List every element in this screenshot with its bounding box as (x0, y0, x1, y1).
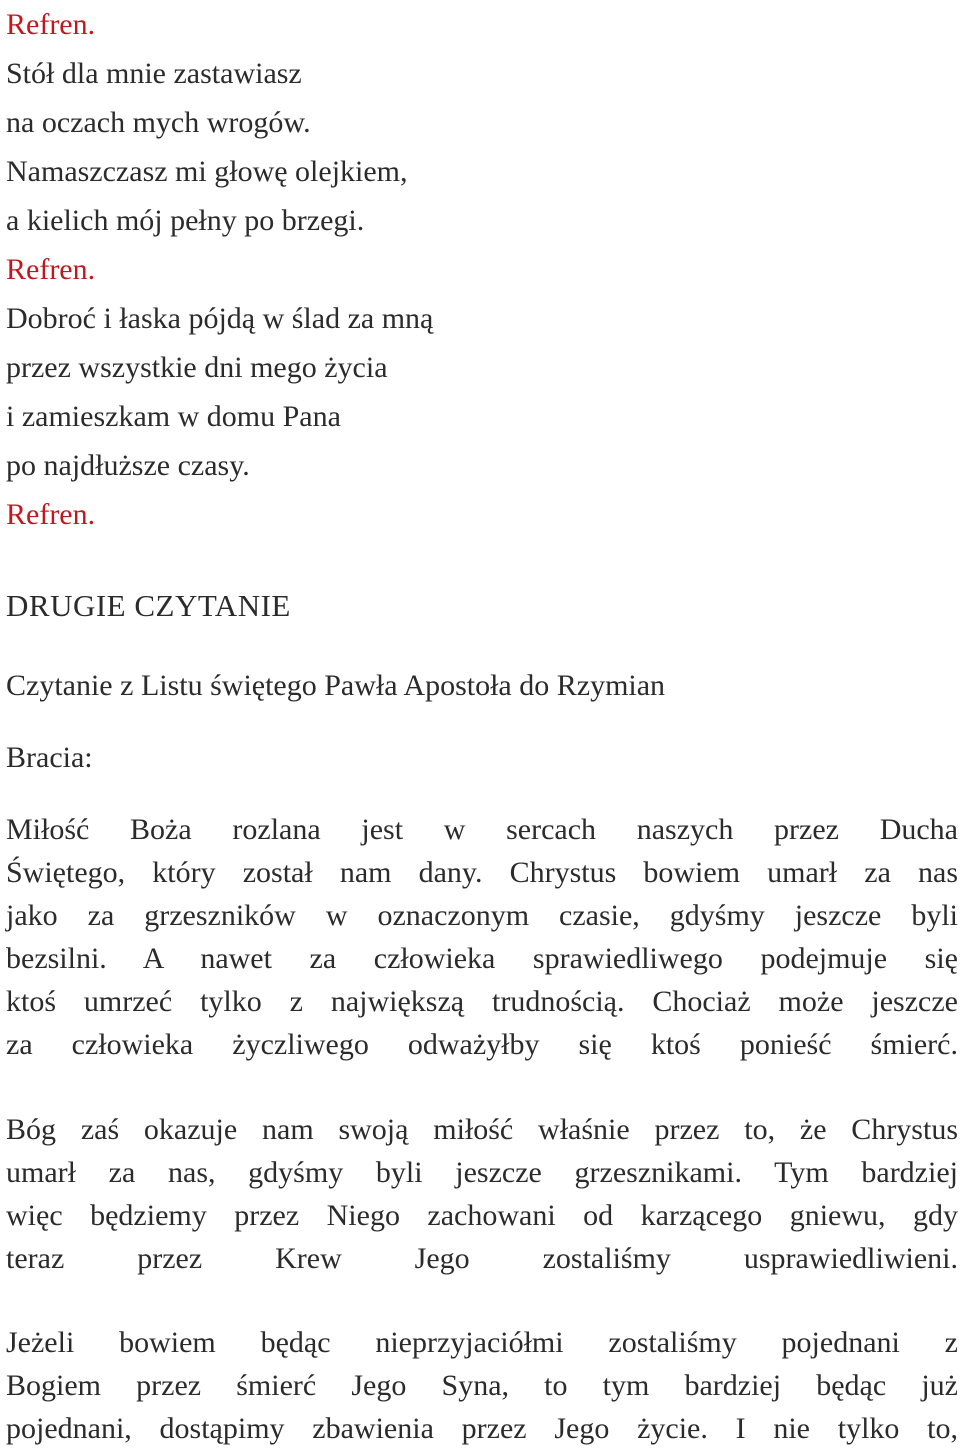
psalm-block-1 (6, 0, 956, 245)
reading-title: Czytanie z Listu świętego Pawła Apostoła do Rzymian (6, 669, 666, 702)
psalm-block-2 (6, 245, 956, 490)
paragraph-line: pojednani, dostąpimy zbawienia przez Jego życie. I nie tylko to, (6, 1412, 958, 1445)
refren-label: Refren. (6, 253, 96, 286)
paragraph-line: za człowieka życzliwego odważyłby się ktoś ponieść śmierć. (6, 1028, 958, 1061)
refren-label: Refren. (6, 8, 96, 41)
reading-greeting: Bracia: (6, 741, 93, 774)
paragraph-line: Świętego, który został nam dany. Chrystus bowiem umarł za nas (6, 856, 958, 889)
section-heading: DRUGIE CZYTANIE (6, 588, 291, 623)
reading-paragraph-3 (6, 1321, 958, 1450)
paragraph-line: Miłość Boża rozlana jest w sercach naszych przez Ducha (6, 813, 958, 846)
reading-paragraph-2 (6, 1108, 958, 1280)
paragraph-line: bezsilni. A nawet za człowieka sprawiedliwego podejmuje się (6, 942, 958, 975)
verse-line: Namaszczasz mi głowę olejkiem, (6, 155, 408, 188)
paragraph-line: jako za grzeszników w oznaczonym czasie, gdyśmy jeszcze byli (6, 899, 958, 932)
final-refren-label: Refren. (6, 498, 96, 531)
paragraph-line: teraz przez Krew Jego zostaliśmy usprawiedliwieni. (6, 1242, 958, 1275)
verse-line: przez wszystkie dni mego życia (6, 351, 388, 384)
verse-line: Dobroć i łaska pójdą w ślad za mną (6, 302, 434, 335)
verse-line: a kielich mój pełny po brzegi. (6, 204, 365, 237)
paragraph-line: Jeżeli bowiem będąc nieprzyjaciółmi zostaliśmy pojednani z (6, 1326, 958, 1359)
verse-line: i zamieszkam w domu Pana (6, 400, 341, 433)
document-page (6, 0, 958, 1445)
verse-line: na oczach mych wrogów. (6, 106, 311, 139)
paragraph-line: ktoś umrzeć tylko z największą trudnością. Chociaż może jeszcze (6, 985, 958, 1018)
verse-line: Stół dla mnie zastawiasz (6, 57, 302, 90)
paragraph-line: umarł za nas, gdyśmy byli jeszcze grzesznikami. Tym bardziej (6, 1156, 958, 1189)
reading-paragraph-1 (6, 808, 958, 1066)
paragraph-line: więc będziemy przez Niego zachowani od karzącego gniewu, gdy (6, 1199, 958, 1232)
paragraph-line: Bóg zaś okazuje nam swoją miłość właśnie przez to, że Chrystus (6, 1113, 958, 1146)
paragraph-line: Bogiem przez śmierć Jego Syna, to tym bardziej będąc już (6, 1369, 958, 1402)
verse-line: po najdłuższe czasy. (6, 449, 250, 482)
